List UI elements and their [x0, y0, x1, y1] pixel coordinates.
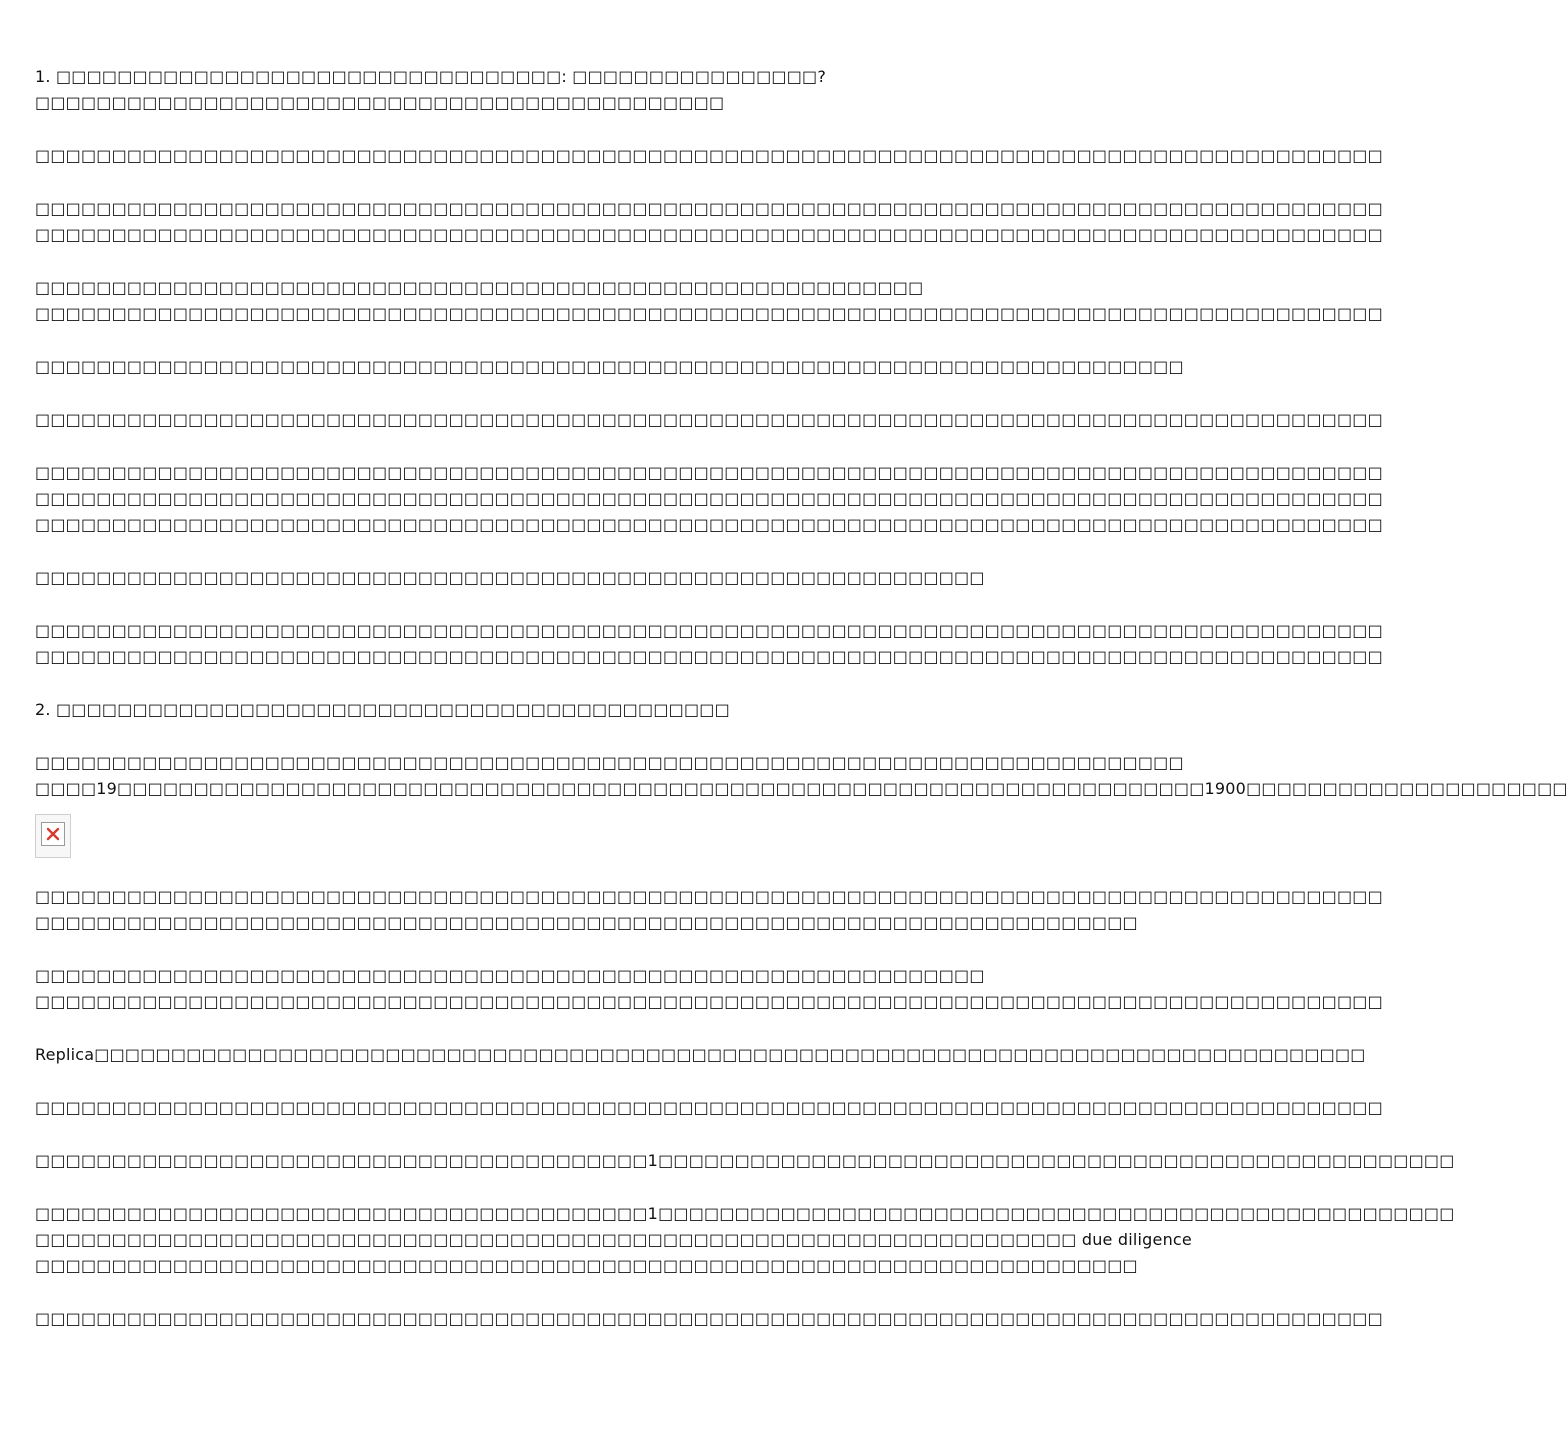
- top-text-line: □□□□□□□□□□□□□□□□□□□□□□□□□□□□□□□□□□□□□□□□□□□□□□□□□□□□□□□□□□□□□□□□□□□□□□□□□□□: [35, 753, 1184, 772]
- top-text-line: □□□□□□□□□□□□□□□□□□□□□□□□□□□□□□□□□□□□□□□□□□□□□□□□□□□□□□□□□□□□□□□□□□□□□□□□□□□□□□□□□□□□□□□□: [35, 489, 1383, 508]
- bottom-text-line: □□□□□□□□□□□□□□□□□□□□□□□□□□□□□□□□□□□□□□□□□□□□□□□□□□□□□□□□□□□□□□□□□□□□□□□□: [35, 1256, 1138, 1275]
- top-text-line: □□□□□□□□□□□□□□□□□□□□□□□□□□□□□□□□□□□□□□□□□□□□□□□□□□□□□□□□□□□□□□□□□□□□□□□□□□□□□□□□□□□□□□□□: [35, 647, 1383, 666]
- bottom-text-line: □□□□□□□□□□□□□□□□□□□□□□□□□□□□□□□□□□□□□□□□□□□□□□□□□□□□□□□□□□□□□□□□□□□□ due diligence: [35, 1230, 1192, 1249]
- bottom-text-line: □□□□□□□□□□□□□□□□□□□□□□□□□□□□□□□□□□□□□□□□1□□□□□□□□□□□□□□□□□□□□□□□□□□□□□□□□□□□□□□□□□□□□□□□□□□□□: [35, 1151, 1455, 1170]
- top-text-line: □□□□□□□□□□□□□□□□□□□□□□□□□□□□□□□□□□□□□□□□□□□□□□□□□□□□□□□□□□□□□□□□□□□□□□□□□□□□□□□□□□□□□□□□: [35, 410, 1383, 429]
- top-spacer: [35, 723, 990, 750]
- document-page: [35, 64, 1568, 1332]
- bottom-text-line: □□□□□□□□□□□□□□□□□□□□□□□□□□□□□□□□□□□□□□□□1□□□□□□□□□□□□□□□□□□□□□□□□□□□□□□□□□□□□□□□□□□□□□□□□□□□□: [35, 1204, 1455, 1223]
- top-spacer: [35, 169, 990, 196]
- bottom-spacer: [35, 1174, 990, 1201]
- top-text-line: 2. □□□□□□□□□□□□□□□□□□□□□□□□□□□□□□□□□□□□□□□□□□□□: [35, 700, 730, 719]
- top-text-line: 1. □□□□□□□□□□□□□□□□□□□□□□□□□□□□□□□□□: □□□□□□□□□□□□□□□□?: [35, 67, 827, 86]
- top-text-line: □□□□□□□□□□□□□□□□□□□□□□□□□□□□□□□□□□□□□□□□□□□□□□□□□□□□□□□□□□□□□□: [35, 568, 985, 587]
- close-icon: [46, 827, 60, 841]
- bottom-text-line: □□□□□□□□□□□□□□□□□□□□□□□□□□□□□□□□□□□□□□□□□□□□□□□□□□□□□□□□□□□□□□□□□□□□□□□□: [35, 913, 1138, 932]
- broken-image-icon[interactable]: [35, 814, 71, 858]
- top-text-line: □□□□□□□□□□□□□□□□□□□□□□□□□□□□□□□□□□□□□□□□□□□□□□□□□□□□□□□□□□□□□□□□□□□□□□□□□□□□□□□□□□□□□□□□: [35, 304, 1383, 323]
- bottom-spacer: [35, 1279, 990, 1306]
- top-spacer: [35, 248, 990, 275]
- bottom-spacer: [35, 936, 990, 963]
- bottom-spacer: [35, 1068, 990, 1095]
- top-spacer: [35, 380, 990, 407]
- top-spacer: [35, 538, 990, 565]
- bottom-spacer: [35, 1121, 990, 1148]
- top-spacer: [35, 670, 990, 697]
- bottom-text-line: □□□□□□□□□□□□□□□□□□□□□□□□□□□□□□□□□□□□□□□□□□□□□□□□□□□□□□□□□□□□□□: [35, 966, 985, 985]
- top-spacer: [35, 591, 990, 618]
- top-text-line: □□□□□□□□□□□□□□□□□□□□□□□□□□□□□□□□□□□□□□□□□□□□□: [35, 93, 725, 112]
- bottom-spacer: [35, 1015, 990, 1042]
- bottom-text-line: Replica□□□□□□□□□□□□□□□□□□□□□□□□□□□□□□□□□□□□□□□□□□□□□□□□□□□□□□□□□□□□□□□□□□□□□□□□□□□□□□□□□□□: [35, 1045, 1366, 1064]
- top-text-line: □□□□□□□□□□□□□□□□□□□□□□□□□□□□□□□□□□□□□□□□□□□□□□□□□□□□□□□□□□□□□□□□□□□□□□□□□□□□□□□□□□□□□□□□: [35, 199, 1383, 218]
- top-text-line: □□□□□□□□□□□□□□□□□□□□□□□□□□□□□□□□□□□□□□□□□□□□□□□□□□□□□□□□□□□□□□□□□□□□□□□□□□□□□□□□□□□□□□□□: [35, 515, 1383, 534]
- top-text-line: □□□□□□□□□□□□□□□□□□□□□□□□□□□□□□□□□□□□□□□□□□□□□□□□□□□□□□□□□□□□□□□□□□□□□□□□□□□: [35, 357, 1184, 376]
- text-block-bottom: [35, 884, 1455, 1332]
- top-text-line: □□□□□□□□□□□□□□□□□□□□□□□□□□□□□□□□□□□□□□□□□□□□□□□□□□□□□□□□□□□□□□□□□□□□□□□□□□□□□□□□□□□□□□□□: [35, 463, 1383, 482]
- top-spacer: [35, 433, 990, 460]
- top-text-line: □□□□□□□□□□□□□□□□□□□□□□□□□□□□□□□□□□□□□□□□□□□□□□□□□□□□□□□□□□□□□□□□□□□□□□□□□□□□□□□□□□□□□□□□: [35, 225, 1383, 244]
- bottom-text-line: □□□□□□□□□□□□□□□□□□□□□□□□□□□□□□□□□□□□□□□□□□□□□□□□□□□□□□□□□□□□□□□□□□□□□□□□□□□□□□□□□□□□□□□□: [35, 1309, 1383, 1328]
- bottom-text-line: □□□□□□□□□□□□□□□□□□□□□□□□□□□□□□□□□□□□□□□□□□□□□□□□□□□□□□□□□□□□□□□□□□□□□□□□□□□□□□□□□□□□□□□□: [35, 992, 1383, 1011]
- top-spacer: [35, 327, 990, 354]
- top-text-line: □□□□□□□□□□□□□□□□□□□□□□□□□□□□□□□□□□□□□□□□□□□□□□□□□□□□□□□□□□: [35, 278, 924, 297]
- bottom-text-line: □□□□□□□□□□□□□□□□□□□□□□□□□□□□□□□□□□□□□□□□□□□□□□□□□□□□□□□□□□□□□□□□□□□□□□□□□□□□□□□□□□□□□□□□: [35, 887, 1383, 906]
- top-spacer: [35, 116, 990, 143]
- bottom-text-line: □□□□□□□□□□□□□□□□□□□□□□□□□□□□□□□□□□□□□□□□□□□□□□□□□□□□□□□□□□□□□□□□□□□□□□□□□□□□□□□□□□□□□□□□: [35, 1098, 1383, 1117]
- top-text-line: □□□□□□□□□□□□□□□□□□□□□□□□□□□□□□□□□□□□□□□□□□□□□□□□□□□□□□□□□□□□□□□□□□□□□□□□□□□□□□□□□□□□□□□□: [35, 146, 1383, 165]
- text-block-top: [35, 64, 1568, 802]
- top-text-line: □□□□□□□□□□□□□□□□□□□□□□□□□□□□□□□□□□□□□□□□□□□□□□□□□□□□□□□□□□□□□□□□□□□□□□□□□□□□□□□□□□□□□□□□: [35, 621, 1383, 640]
- top-text-line: □□□□19□□□□□□□□□□□□□□□□□□□□□□□□□□□□□□□□□□□□□□□□□□□□□□□□□□□□□□□□□□□□□□□□□□□□□□□1900□□□□□□□□□□□□□□□□□□□□□: [35, 779, 1568, 798]
